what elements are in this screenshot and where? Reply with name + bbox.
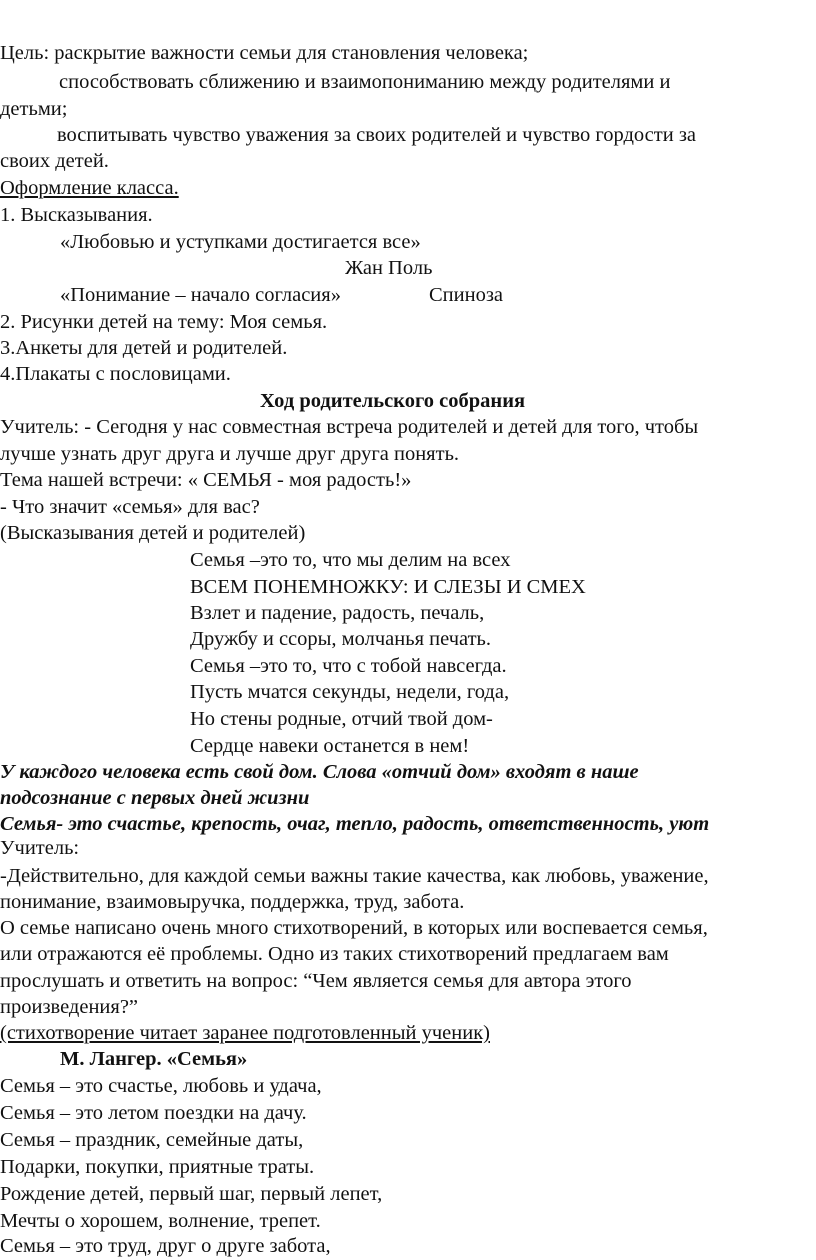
teacher-line-2: лучше узнать друг друга и лучше друг друга понять.	[0, 443, 460, 465]
decoration-heading-row	[0, 176, 816, 200]
poem2-line: Подарки, покупки, приятные траты.	[0, 1156, 315, 1178]
goal-line-2: способствовать сближению и взаимопониманию между родителями и	[59, 71, 671, 93]
poem2-title: М. Лангер. «Семья»	[60, 1048, 248, 1070]
emphasis-line-1: У каждого человека есть свой дом. Слова «отчий дом» входят в наше	[0, 761, 639, 783]
goal-line-5: своих детей.	[0, 150, 109, 172]
poem2-line: Семья – это труд, друг о друге забота,	[0, 1235, 331, 1257]
poem-line: Сердце навеки останется в нем!	[190, 735, 470, 757]
decoration-item-2: 2. Рисунки детей на тему: Моя семья.	[0, 311, 328, 333]
poem2-line: Семья – праздник, семейные даты,	[0, 1129, 304, 1151]
poem-line: Дружбу и ссоры, молчанья печать.	[190, 628, 492, 650]
meeting-theme: Тема нашей встречи: « СЕМЬЯ - моя радость!»	[0, 469, 412, 491]
teacher2-line-4: или отражаются её проблемы. Одно из таких стихотворений предлагаем вам	[0, 943, 669, 965]
emphasis-line-2: подсознание с первых дней жизни	[0, 787, 310, 809]
poem-line: Взлет и падение, радость, печаль,	[190, 602, 485, 624]
meeting-question: - Что значит «семья» для вас?	[0, 496, 260, 518]
teacher2-note: (стихотворение читает заранее подготовленный ученик)	[0, 1022, 490, 1044]
poem-line: Семья –это то, что с тобой навсегда.	[190, 655, 507, 677]
quote-1-author: Жан Поль	[345, 257, 433, 279]
quote-2: «Понимание – начало согласия»	[60, 284, 341, 306]
decoration-heading: Оформление класса.	[0, 177, 179, 199]
decoration-item-1: 1. Высказывания.	[0, 204, 153, 226]
goal-line-3: детьми;	[0, 98, 68, 120]
decoration-item-4: 4.Плакаты с пословицами.	[0, 363, 231, 385]
goal-line-1: Цель: раскрытие важности семьи для становления человека;	[0, 42, 529, 64]
teacher2-line-5: прослушать и ответить на вопрос: “Чем является семья для автора этого	[0, 970, 632, 992]
meeting-heading: Ход родительского собрания	[260, 390, 526, 412]
decoration-item-3: 3.Анкеты для детей и родителей.	[0, 337, 288, 359]
teacher2-note-row	[0, 1021, 816, 1045]
teacher2-line-3: О семье написано очень много стихотворений, в которых или воспевается семья,	[0, 917, 708, 939]
teacher2-line-1: -Действительно, для каждой семьи важны такие качества, как любовь, уважение,	[0, 865, 709, 887]
poem2-line: Рождение детей, первый шаг, первый лепет,	[0, 1183, 383, 1205]
teacher-line-1: Учитель: - Сегодня у нас совместная встреча родителей и детей для того, чтобы	[0, 416, 699, 438]
quote-2-author: Спиноза	[429, 284, 504, 306]
poem2-line: Мечты о хорошем, волнение, трепет.	[0, 1210, 321, 1232]
teacher2-label: Учитель:	[0, 837, 80, 859]
teacher2-line-6: произведения?”	[0, 996, 139, 1018]
poem-line: ВСЕМ ПОНЕМНОЖКУ: И СЛЕЗЫ И СМЕХ	[190, 576, 586, 598]
poem-line: Но стены родные, отчий твой дом-	[190, 708, 493, 730]
meeting-note: (Высказывания детей и родителей)	[0, 522, 306, 544]
emphasis-line-3: Семья- это счастье, крепость, очаг, тепло, радость, ответственность, уют	[0, 813, 710, 835]
goal-line-4: воспитывать чувство уважения за своих родителей и чувство гордости за	[57, 124, 697, 146]
poem-line: Семья –это то, что мы делим на всех	[190, 549, 511, 571]
poem2-line: Семья – это счастье, любовь и удача,	[0, 1075, 322, 1097]
poem-line: Пусть мчатся секунды, недели, года,	[190, 681, 510, 703]
quote-1: «Любовью и уступками достигается все»	[60, 231, 421, 253]
teacher2-line-2: понимание, взаимовыручка, поддержка, труд, забота.	[0, 891, 465, 913]
poem2-line: Семья – это летом поездки на дачу.	[0, 1102, 307, 1124]
